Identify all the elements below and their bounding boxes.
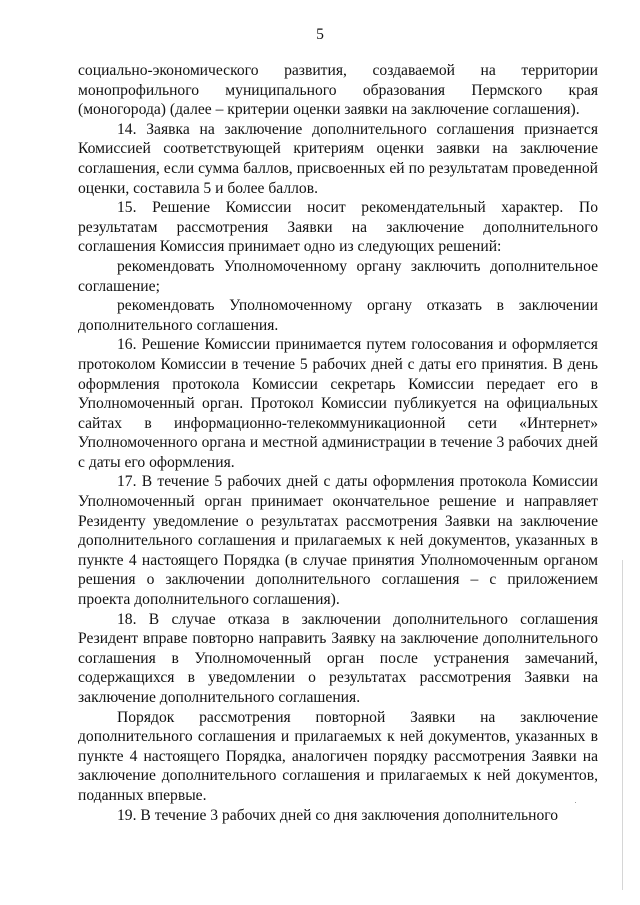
paragraph-17: 17. В течение 5 рабочих дней с даты оформления протокола Комиссии Уполномоченный орган принимает окончательное решение и направляет Резиденту уведомление о результатах рассмотрения Заявки на заключение дополнительного соглашения и прилагаемых к ней документов, указанных в пункте 4 настоящего Порядка (в случае принятия Уполномоченным органом решения о заключении дополнительного соглашения – с приложением проекта дополнительного соглашения). xyxy=(78,473,598,609)
scan-artifact-dot xyxy=(575,802,576,803)
paragraph-18-repeat-procedure: Порядок рассмотрения повторной Заявки на заключение дополнительного соглашения и прилагаемых к ней документов, указанных в пункте 4 настоящего Порядка, аналогичен порядку рассмотрения Заявки на заключение дополнительного соглашения и прилагаемых к ней документов, поданных впервые. xyxy=(78,708,598,804)
paragraph-15-option-1: рекомендовать Уполномоченному органу заключить дополнительное соглашение; xyxy=(78,257,598,295)
paragraph-continuation: социально-экономического развития, создаваемой на территории монопрофильного муниципального образования Пермского края (моногорода) (далее – критерии оценки заявки на заключение соглашения). xyxy=(78,62,598,119)
paragraph-14: 14. Заявка на заключение дополнительного соглашения признается Комиссией соответствующей критериям оценки заявки на заключение соглашения, если сумма баллов, присвоенных ей по результатам проведенной оценки, составила 5 и более баллов. xyxy=(78,120,598,197)
paragraph-16: 16. Решение Комиссии принимается путем голосования и оформляется протоколом Комиссии в течение 5 рабочих дней с даты его принятия. В день оформления протокола Комиссии секретарь Комиссии передает его в Уполномоченный орган. Протокол Комиссии публикуется на официальных сайтах в информационно-телекоммуникационной сети «Интернет» Уполномоченного органа и местной администрации в течение 3 рабочих дней с даты его оформления. xyxy=(78,336,598,471)
paragraph-19: 19. В течение 3 рабочих дней со дня заключения дополнительного xyxy=(117,806,559,824)
scan-artifact-edge xyxy=(622,560,623,890)
paragraph-15-option-2: рекомендовать Уполномоченному органу отказать в заключении дополнительного соглашения. xyxy=(78,297,598,334)
page-number: 5 xyxy=(316,26,324,43)
paragraph-18: 18. В случае отказа в заключении дополнительного соглашения Резидент вправе повторно направить Заявку на заключение дополнительного соглашения в Уполномоченный орган после устранения замечаний, содержащихся в уведомлении о результатах рассмотрения Заявки на заключение дополнительного соглашения. xyxy=(78,610,598,706)
body-text xyxy=(78,61,598,825)
paragraph-15: 15. Решение Комиссии носит рекомендательный характер. По результатам рассмотрения Заявки на заключение дополнительного соглашения Комиссия принимает одно из следующих решений: xyxy=(78,199,598,256)
